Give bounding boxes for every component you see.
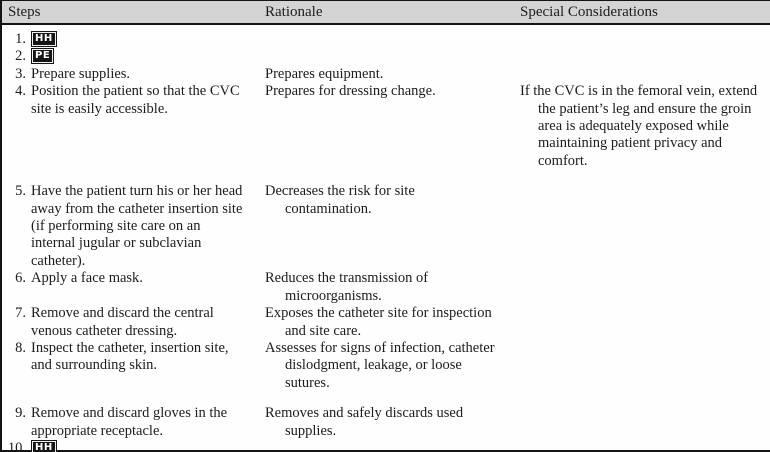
- step-number: 5.: [15, 183, 26, 200]
- column-header-steps: Steps: [8, 3, 41, 20]
- step-text: Inspect the catheter, insertion site, and surrounding skin.: [31, 339, 229, 374]
- column-header-special-considerations: Special Considerations: [520, 3, 658, 20]
- step-number: 8.: [15, 339, 26, 356]
- step-text: Remove and discard gloves in the appropriate receptacle.: [31, 405, 228, 439]
- special-considerations-text: If the CVC is in the femoral vein, extend the patient’s leg and ensure the groin area is adequately exposed while maintaining patient privacy and comfort.: [520, 83, 758, 169]
- table-row-step-6: [2, 270, 770, 305]
- step-text: Prepare supplies.: [31, 65, 131, 82]
- step-text: Remove and discard the central venous catheter dressing.: [31, 305, 214, 339]
- rationale-text: Prepares equipment.: [265, 65, 384, 82]
- protective-equipment-icon: PE: [31, 48, 54, 64]
- table-row-step-1: [2, 31, 770, 48]
- step-number: 1.: [15, 31, 26, 47]
- rationale-text: Reduces the transmission of microorganisms.: [265, 270, 429, 304]
- table-row-step-3: [2, 66, 770, 83]
- step-number: 2.: [15, 48, 26, 65]
- step-text: Apply a face mask.: [31, 270, 143, 287]
- table-header-row: [2, 1, 770, 25]
- rationale-text: Decreases the risk for site contamination.: [265, 183, 415, 217]
- step-number: 3.: [15, 65, 26, 82]
- table-row-step-8: [2, 340, 770, 392]
- hand-hygiene-icon: HH: [31, 31, 57, 47]
- hand-hygiene-icon: HH: [31, 440, 57, 452]
- step-number: 9.: [15, 405, 26, 422]
- step-number: 4.: [15, 83, 26, 100]
- rationale-text: Prepares for dressing change.: [265, 83, 436, 100]
- rationale-text: Exposes the catheter site for inspection and site care.: [265, 305, 492, 339]
- step-number: 10.: [7, 439, 26, 452]
- table-row-step-10: [2, 440, 770, 452]
- table-row-step-2: [2, 48, 770, 65]
- rationale-text: Removes and safely discards used supplies.: [265, 405, 464, 439]
- step-number: 7.: [15, 305, 26, 322]
- table-row-step-5: [2, 183, 770, 270]
- table-row-step-4: [2, 83, 770, 170]
- table-row-step-9: [2, 405, 770, 440]
- table-body: [2, 25, 770, 452]
- rationale-text: Assesses for signs of infection, catheter dislodgment, leakage, or loose sutures.: [265, 339, 495, 391]
- step-text: Have the patient turn his or her head away from the catheter insertion site (if performing site care on an internal jugular or subclavian catheter).: [31, 183, 243, 269]
- step-text: Position the patient so that the CVC site is easily accessible.: [31, 83, 240, 117]
- column-header-rationale: Rationale: [265, 3, 323, 20]
- table-row-step-7: [2, 305, 770, 340]
- step-number: 6.: [15, 270, 26, 287]
